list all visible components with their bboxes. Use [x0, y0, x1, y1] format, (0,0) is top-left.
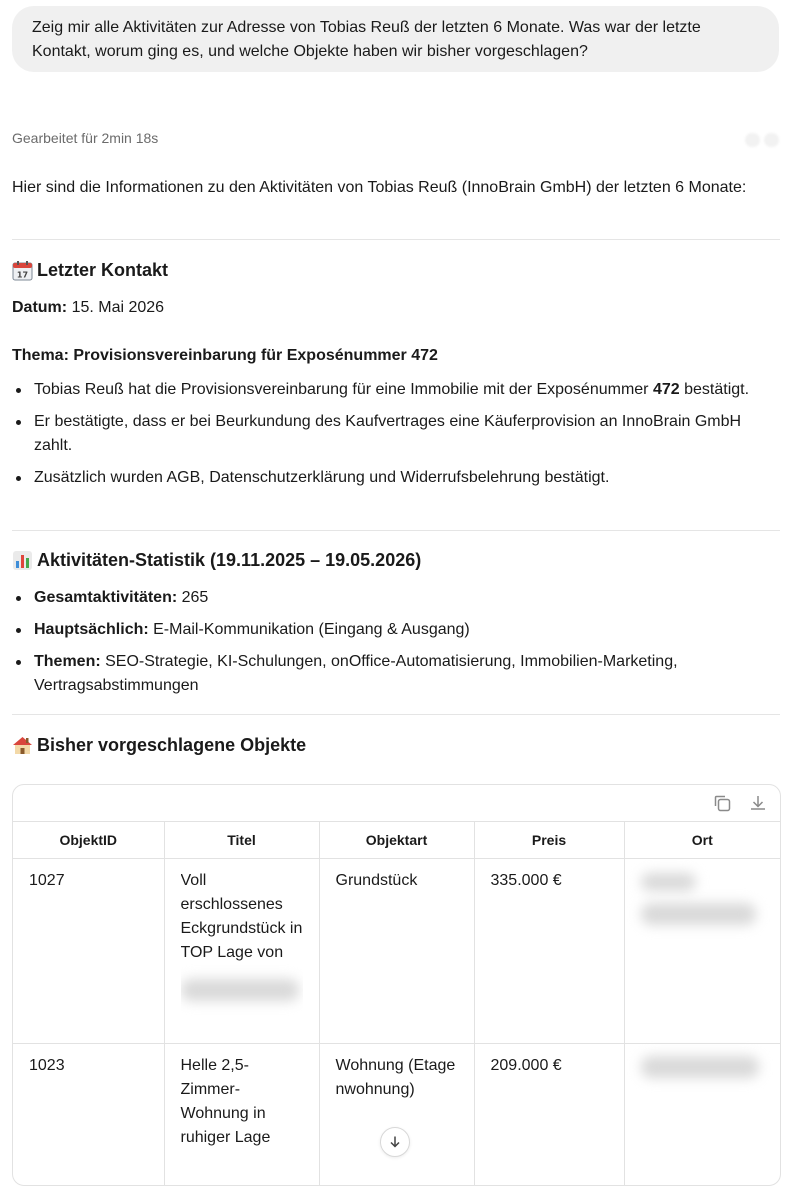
- cell-ort: [624, 1044, 780, 1186]
- bar-chart-icon: [12, 550, 33, 571]
- stats-list: [12, 586, 772, 698]
- list-item: Hauptsächlich: E-Mail-Kommunikation (Eingang & Ausgang): [12, 618, 772, 642]
- redacted-text: [641, 903, 756, 925]
- heading-suggested-objects: Bisher vorgeschlagene Objekte: [12, 733, 306, 757]
- col-header-titel[interactable]: Titel: [164, 822, 319, 859]
- redacted-text: [641, 873, 696, 891]
- list-item: Gesamtaktivitäten: 265: [12, 586, 772, 610]
- col-header-preis[interactable]: Preis: [474, 822, 624, 859]
- scroll-down-button[interactable]: [380, 1127, 410, 1157]
- download-icon[interactable]: [748, 793, 768, 813]
- col-header-objektart[interactable]: Objektart: [319, 822, 474, 859]
- cell-objektart: Wohnung (Etagenwohnung): [319, 1044, 474, 1186]
- svg-text:17: 17: [17, 270, 28, 279]
- copy-icon[interactable]: [712, 793, 732, 813]
- col-header-objektid[interactable]: ObjektID: [13, 822, 164, 859]
- cell-objektart: Grundstück: [319, 859, 474, 1044]
- message-actions: [745, 133, 779, 147]
- redacted-text: [641, 1056, 759, 1078]
- list-item: Er bestätigte, dass er bei Beurkundung des Kaufvertrages eine Käuferprovision an InnoBrain GmbH zahlt.: [12, 410, 772, 458]
- objects-table: [12, 784, 781, 1186]
- list-item: Themen: SEO-Strategie, KI-Schulungen, onOffice-Automatisierung, Immobilien-Marketing, Vertragsabstimmungen: [12, 650, 772, 698]
- cell-ort: [624, 859, 780, 1044]
- contact-date: Datum: 15. Mai 2026: [12, 296, 164, 320]
- list-item: Zusätzlich wurden AGB, Datenschutzerklärung und Widerrufsbelehrung bestätigt.: [12, 466, 772, 490]
- table-row: [13, 859, 780, 1044]
- assistant-intro: Hier sind die Informationen zu den Aktivitäten von Tobias Reuß (InnoBrain GmbH) der letzten 6 Monate:: [12, 176, 772, 200]
- heading-last-contact: 17 Letzter Kontakt: [12, 258, 168, 282]
- divider: [12, 714, 780, 715]
- cell-objektid: 1027: [13, 859, 164, 1044]
- cell-preis: 209.000 €: [474, 1044, 624, 1186]
- house-icon: [12, 735, 33, 756]
- redacted-text: [181, 979, 299, 1001]
- cell-titel: Voll erschlossenes Eckgrundstück in TOP Lage von: [164, 859, 319, 1044]
- table-header-row: [13, 822, 780, 859]
- user-message: Zeig mir alle Aktivitäten zur Adresse von Tobias Reuß der letzten 6 Monate. Was war der letzte Kontakt, worum ging es, und welche Objekte haben wir bisher vorgeschlagen?: [12, 6, 779, 72]
- col-header-ort[interactable]: Ort: [624, 822, 780, 859]
- arrow-down-icon: [388, 1135, 402, 1149]
- table-row: [13, 1044, 780, 1186]
- divider: [12, 530, 780, 531]
- list-item: Tobias Reuß hat die Provisionsvereinbarung für eine Immobilie mit der Exposénummer 472 bestätigt.: [12, 378, 772, 402]
- heading-activity-stats: Aktivitäten-Statistik (19.11.2025 – 19.05.2026): [12, 548, 421, 572]
- calendar-icon: [12, 260, 33, 281]
- table-toolbar: [13, 785, 780, 822]
- cell-objektid: 1023: [13, 1044, 164, 1186]
- divider: [12, 239, 780, 240]
- working-status[interactable]: Gearbeitet für 2min 18s: [12, 130, 158, 146]
- contact-bullets: [12, 378, 772, 490]
- cell-preis: 335.000 €: [474, 859, 624, 1044]
- contact-topic: Thema: Provisionsvereinbarung für Exposénummer 472: [12, 344, 438, 368]
- cell-titel: Helle 2,5-Zimmer-Wohnung in ruhiger Lage: [164, 1044, 319, 1186]
